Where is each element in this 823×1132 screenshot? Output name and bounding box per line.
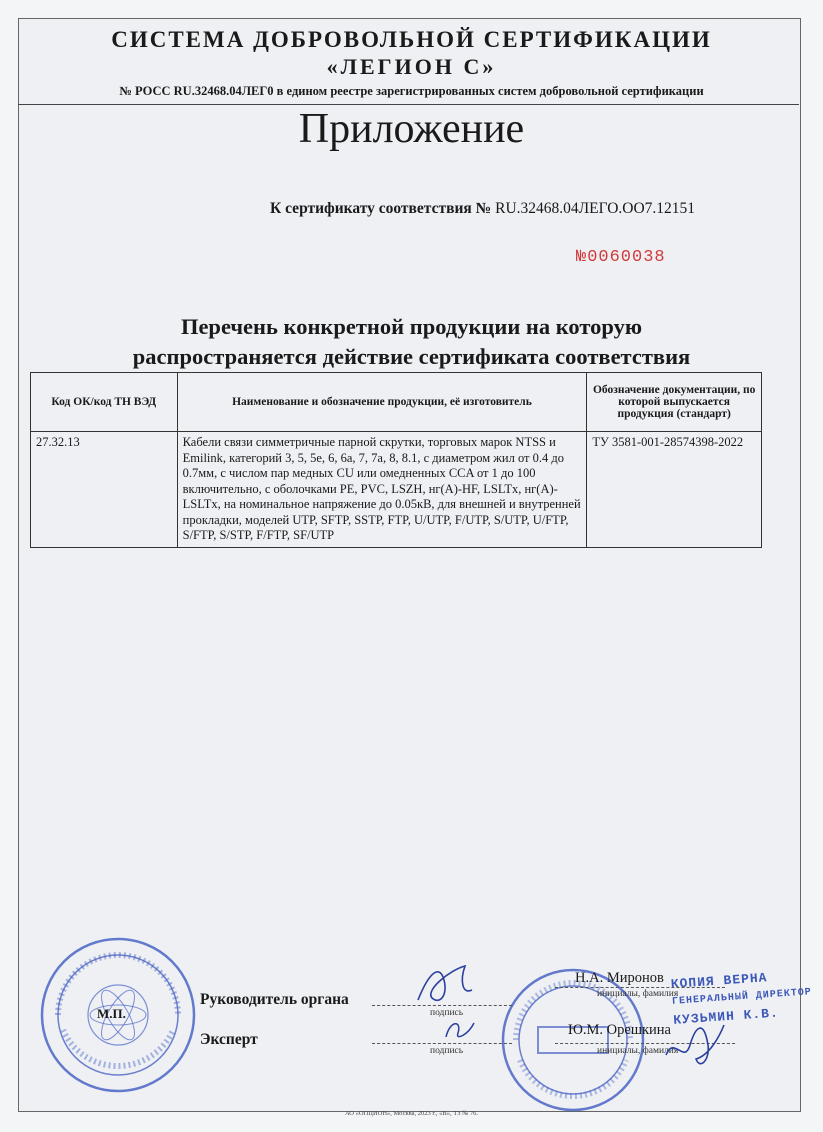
form-number: №0060038: [576, 248, 666, 267]
cell-standard: ТУ 3581-001-28574398-2022: [587, 432, 762, 548]
list-title-line1: Перечень конкретной продукции на которую: [180, 314, 643, 339]
expert-signature-caption: подпись: [430, 1046, 464, 1056]
copy-stamp-line3: КУЗЬМИН К.В.: [672, 1005, 780, 1028]
head-name: Н.А. Миронов: [575, 970, 664, 986]
header-standard: Обозначение документации, по которой выпускается продукция (стандарт): [587, 373, 762, 432]
list-title: [0, 312, 823, 372]
product-table: [30, 372, 762, 548]
copy-stamp-line1: КОПИЯ ВЕРНА: [670, 970, 768, 992]
page-title: Приложение: [298, 106, 525, 152]
header-code: Код ОК/код ТН ВЭД: [31, 373, 178, 432]
head-initials-caption: инициалы, фамилия: [597, 989, 679, 999]
registry-line: № РОСС RU.32468.04ЛЕГ0 в едином реестре зарегистрированных систем добровольной сертификации: [119, 84, 704, 98]
certificate-number: RU.32468.04ЛЕГО.ОО7.12151: [495, 200, 696, 217]
expert-label: Эксперт: [200, 1031, 258, 1048]
table-header-row: [31, 373, 762, 432]
copy-stamp-line2: ГЕНЕРАЛЬНЫЙ ДИРЕКТОР: [671, 987, 813, 1008]
expert-initials-caption: инициалы, фамилия: [597, 1046, 679, 1056]
head-name-line: [555, 987, 725, 988]
seal-mark: М.П.: [97, 1006, 126, 1021]
head-label: Руководитель органа: [200, 991, 349, 1008]
system-title: СИСТЕМА ДОБРОВОЛЬНОЙ СЕРТИФИКАЦИИ: [111, 27, 712, 52]
table-row: [31, 432, 762, 548]
head-signature-icon: [410, 960, 480, 1010]
certificate-reference: [270, 200, 695, 218]
list-title-line2: распространяется действие сертификата соответствия: [132, 344, 691, 369]
expert-signature-icon: [440, 1015, 480, 1045]
printer-footer: АО «ОПЦИОН», Москва, 2023 г., «В», ТЗ № 76.: [344, 1110, 479, 1117]
cell-description: Кабели связи симметричные парной скрутки, торговых марок NTSS и Emilink, категорий 3, 5, 5е, 6, 6а, 7, 7а, 8, 8.1, с диаметром жил от 0.4 до 0.7мм, с числом пар медных CU или омедненных CCA от 1 до 100 включительно, с оболочками PE, PVC, LSZH, нг(A)-HF, LSLTx, нг(A)-LSLTx, на номинальное напряжение до 0.05кВ, для внешней и внутренней прокладки, моделей UTP, SFTP, SSTP, FTP, U/UTP, F/UTP, S/UTP, U/FTP, S/FTP, S/STP, F/FTP, SF/UTP: [177, 432, 587, 548]
director-signature-icon: [660, 1015, 730, 1075]
certificate-ref-label: К сертификату соответствия №: [270, 200, 492, 217]
header-description: Наименование и обозначение продукции, её изготовитель: [177, 373, 587, 432]
expert-name: Ю.М. Орешкина: [568, 1022, 671, 1038]
cell-code: 27.32.13: [31, 432, 178, 548]
system-name: «ЛЕГИОН С»: [326, 54, 497, 79]
head-signature-caption: подпись: [430, 1008, 464, 1018]
